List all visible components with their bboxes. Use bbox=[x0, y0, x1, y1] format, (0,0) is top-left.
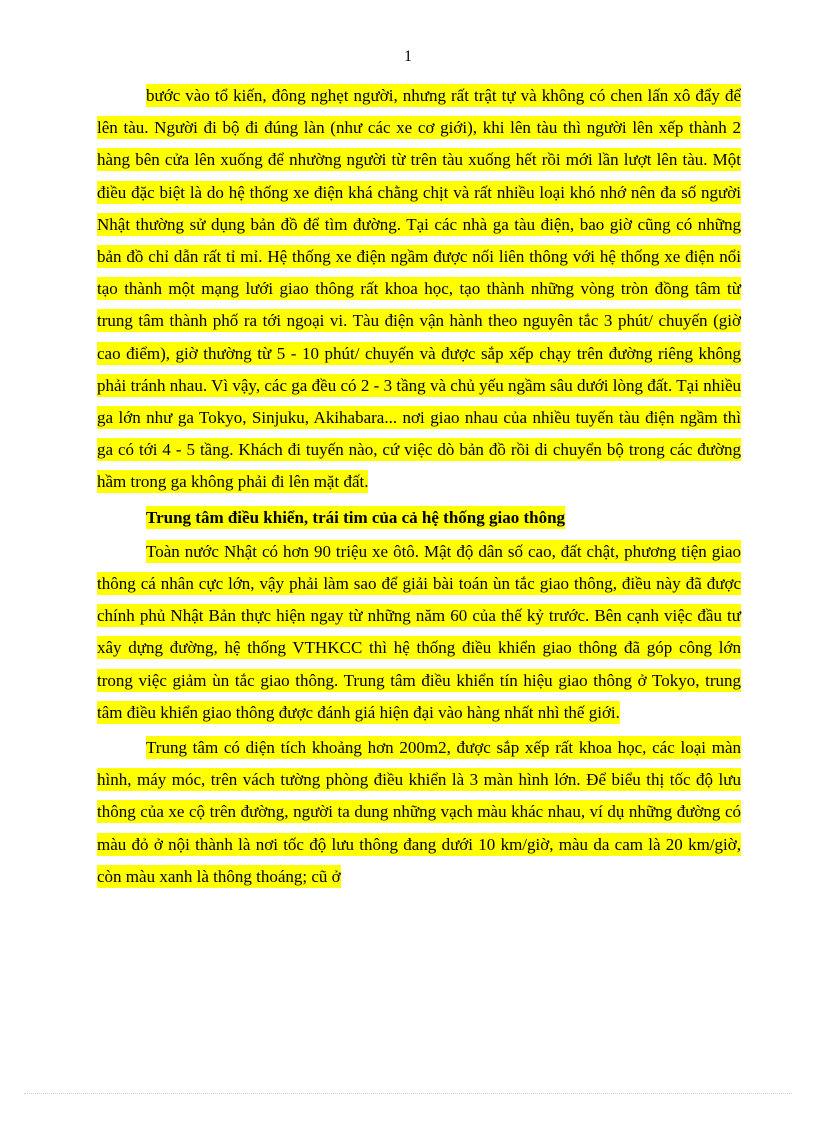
highlighted-text: Toàn nước Nhật có hơn 90 triệu xe ôtô. Mật độ dân số cao, đất chật, phương tiện giao thông cá nhân cực lớn, vậy phải làm sao để giải bài toán ùn tắc giao thông, điều này đã được chính phủ Nhật Bản thực hiện ngay từ những năm 60 của thế kỷ trước. Bên cạnh việc đầu tư xây dựng đường, hệ thống VTHKCC thì hệ thống điều khiển giao thông đã góp công lớn trong việc giảm ùn tắc giao thông. Trung tâm điều khiển tín hiệu giao thông ở Tokyo, trung tâm điều khiển giao thông được đánh giá hiện đại vào hàng nhất nhì thế giới. bbox=[97, 541, 741, 722]
highlighted-text: bước vào tổ kiến, đông nghẹt người, nhưng rất trật tự và không có chen lấn xô đẩy để lên tàu. Người đi bộ đi đúng làn (như các xe cơ giới), khi lên tàu thì người lên xếp thành 2 hàng bên cửa lên xuống để nhường người từ trên tàu xuống hết rồi mới lần lượt lên tàu. Một điều đặc biệt là do hệ thống xe điện khá chằng chịt và rất nhiều loại khó nhớ nên đa số người Nhật thường sử dụng bản đồ để tìm đường. Tại các nhà ga tàu điện, bao giờ cũng có những bản đồ chỉ dẫn rất tỉ mỉ. Hệ thống xe điện ngầm được nối liên thông với hệ thống xe điện nổi tạo thành một mạng lưới giao thông rất khoa học, tạo thành những vòng tròn đồng tâm từ trung tâm thành phố ra tới ngoại vi. Tàu điện vận hành theo nguyên tắc 3 phút/ chuyến (giờ cao điểm), giờ thường từ 5 - 10 phút/ chuyến và được sắp xếp chạy trên đường riêng không phải tránh nhau. Vì vậy, các ga đều có 2 - 3 tầng và chủ yếu ngầm sâu dưới lòng đất. Tại nhiều ga lớn như ga Tokyo, Sinjuku, Akihabara... nơi giao nhau của nhiều tuyến tàu điện ngầm thì ga có tới 4 - 5 tầng. Khách đi tuyến nào, cứ việc dò bản đồ rồi di chuyển bộ trong các đường hầm trong ga không phải đi lên mặt đất. bbox=[97, 86, 741, 492]
page-footer-divider bbox=[24, 1093, 792, 1094]
paragraph-3 bbox=[97, 732, 741, 893]
heading-text: Trung tâm điều khiển, trái tim của cả hệ thống giao thông bbox=[146, 507, 566, 527]
document-body bbox=[97, 80, 741, 893]
page-number: 1 bbox=[404, 48, 412, 65]
highlighted-text: Trung tâm có diện tích khoảng hơn 200m2, được sắp xếp rất khoa học, các loại màn hình, máy móc, trên vách tường phòng điều khiển là 3 màn hình lớn. Để biểu thị tốc độ lưu thông của xe cộ trên đường, người ta dung những vạch màu khác nhau, ví dụ những đường có màu đỏ ở nội thành là nơi tốc độ lưu thông đang dưới 10 km/giờ, màu da cam là 20 km/giờ, còn màu xanh là thông thoáng; cũ ở bbox=[97, 738, 741, 886]
paragraph-1 bbox=[97, 80, 741, 499]
section-heading bbox=[97, 502, 741, 534]
paragraph-2 bbox=[97, 536, 741, 729]
